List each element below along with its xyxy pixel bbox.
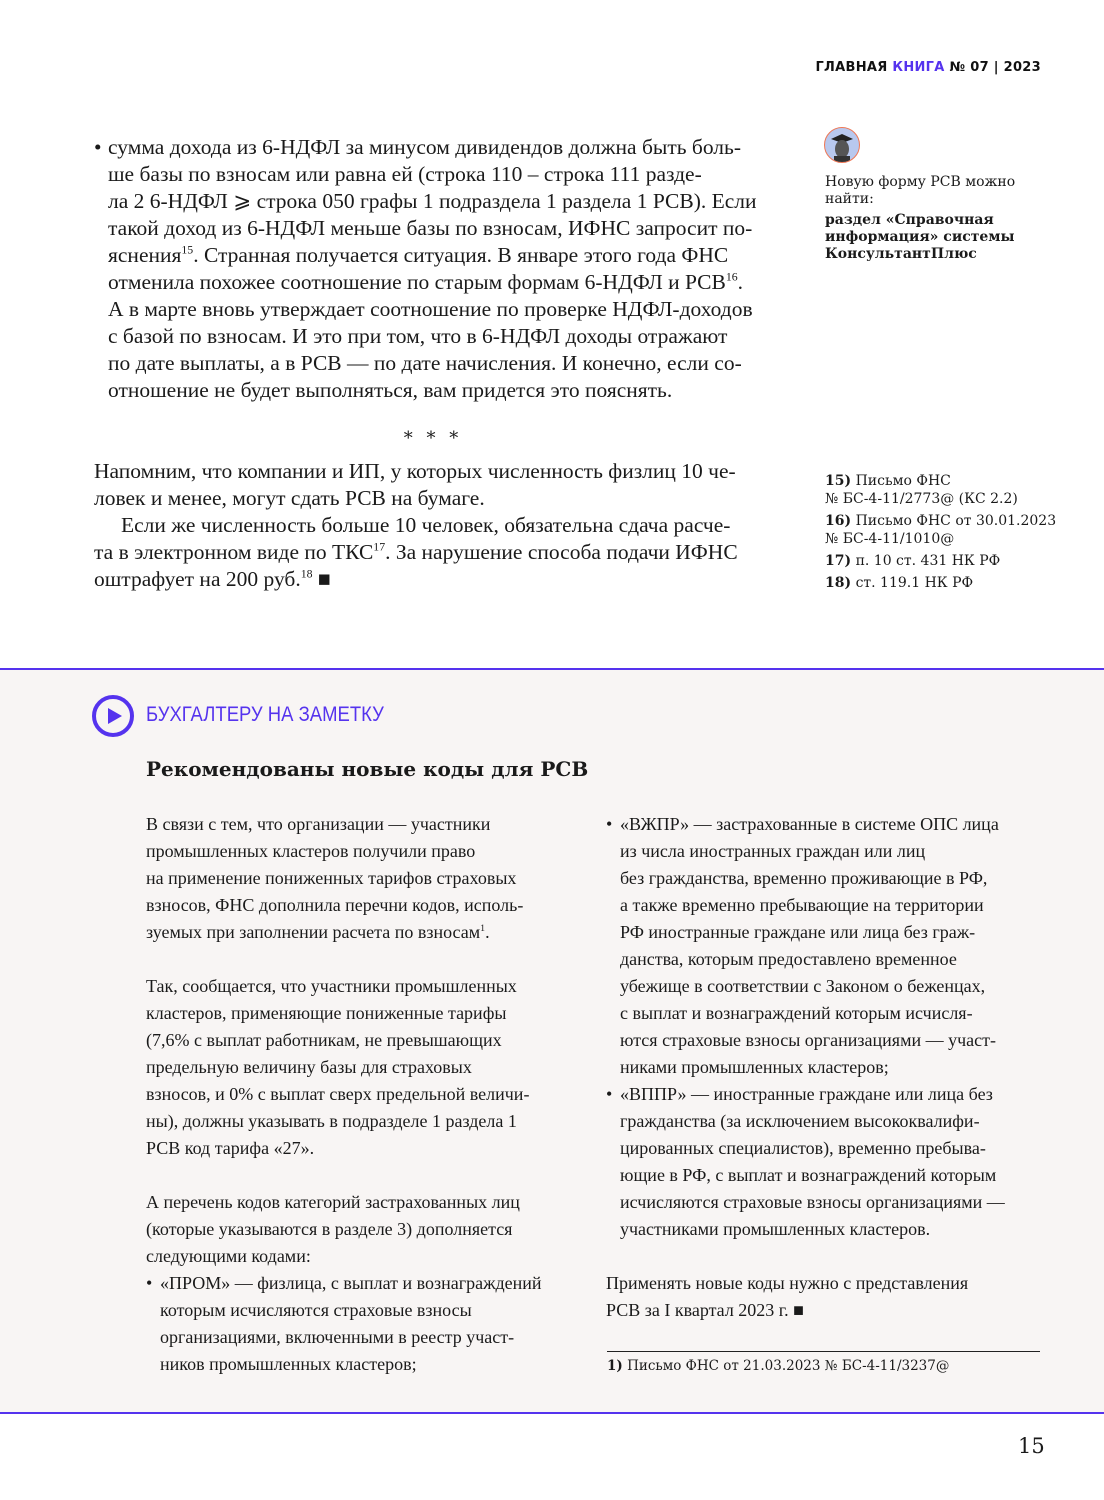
- text-line: [146, 946, 542, 973]
- footnote-item: [825, 512, 1056, 548]
- line-text: сумма дохода из 6-НДФЛ за минусом дивидендов должна быть боль-: [108, 135, 742, 159]
- line-text: из числа иностранных граждан или лиц: [620, 841, 926, 861]
- line-text: по дате выплаты, а в РСВ — по дате начисления. И конечно, если со-: [108, 351, 742, 375]
- line-text: ше базы по взносам или равна ей (строка 110 – строка 111 разде-: [108, 162, 702, 186]
- text-line: [606, 892, 1005, 919]
- line-text: ны), должны указывать в подразделе 1 раздела 1: [146, 1111, 517, 1131]
- line-text: .: [485, 922, 490, 942]
- footnote-item: [825, 552, 1056, 570]
- bullet-paragraph: [94, 134, 757, 404]
- text-line: [146, 811, 542, 838]
- running-header: [815, 60, 1041, 75]
- line-text: кластеров, применяющие пониженные тарифы: [146, 1003, 507, 1023]
- text-line: [606, 946, 1005, 973]
- text-line: [146, 1270, 542, 1297]
- side-note-text: Новую форму РСВ можно найти:: [825, 174, 1016, 207]
- line-text: РСВ за I квартал 2023 г. ■: [606, 1300, 805, 1320]
- footnote-text: ст. 119.1 НК РФ: [855, 575, 974, 591]
- text-line: [108, 350, 757, 377]
- text-line: [606, 838, 1005, 865]
- text-line: [146, 919, 542, 946]
- line-text: Применять новые коды нужно с представления: [606, 1273, 969, 1293]
- text-line: [146, 838, 542, 865]
- footnote-ref: 1: [480, 923, 486, 935]
- bullet-icon: •: [94, 135, 102, 159]
- line-text: Напомним, что компании и ИП, у которых численность физлиц 10 че-: [94, 459, 736, 483]
- line-text: А перечень кодов категорий застрахованных лиц: [146, 1192, 520, 1212]
- footnote-ref: 18: [300, 566, 313, 581]
- text-line: [606, 1216, 1005, 1243]
- text-line: [606, 1000, 1005, 1027]
- line-text: с выплат и вознаграждений которым исчисля-: [620, 1003, 973, 1023]
- brand-name-accent: КНИГА: [892, 60, 945, 75]
- text-line: [108, 215, 757, 242]
- footnote-number: 18): [825, 575, 852, 591]
- footnote-text: п. 10 ст. 431 НК РФ: [855, 553, 1001, 569]
- footnote-item: [825, 574, 1056, 592]
- expert-avatar-icon: [824, 127, 860, 163]
- line-text: ников промышленных кластеров;: [160, 1354, 417, 1374]
- tip-box-left-column: [146, 811, 542, 1378]
- text-line: [146, 1000, 542, 1027]
- tip-box-right-column: [606, 811, 1005, 1324]
- line-text: промышленных кластеров получили право: [146, 841, 476, 861]
- line-text: которым исчисляются страховые взносы: [160, 1300, 472, 1320]
- footnote-number: 16): [825, 513, 852, 529]
- text-line: [146, 1216, 542, 1243]
- footnote-text: Письмо ФНС: [855, 473, 951, 489]
- footnote-item: [825, 472, 1056, 508]
- text-line: [146, 1324, 542, 1351]
- text-line: [606, 1162, 1005, 1189]
- line-text: ■: [312, 567, 331, 591]
- text-line: [94, 485, 738, 512]
- bullet-icon: •: [146, 1273, 153, 1293]
- text-line: [606, 1297, 1005, 1324]
- line-text: ющие в РФ, с выплат и вознаграждений которым: [620, 1165, 997, 1185]
- side-note-source: раздел «Справочная информация» системы КонсультантПлюс: [825, 212, 1015, 262]
- text-line: [108, 242, 757, 269]
- text-line: [146, 1054, 542, 1081]
- text-line: [146, 1189, 542, 1216]
- line-text: .: [737, 270, 744, 294]
- line-text: (7,6% с выплат работникам, не превышающих: [146, 1030, 502, 1050]
- footnote-text: № БС-4-11/1010@: [825, 531, 955, 547]
- text-line: [108, 323, 757, 350]
- text-line: [606, 1027, 1005, 1054]
- body-paragraph: [94, 458, 738, 593]
- text-line: [606, 1054, 1005, 1081]
- text-line: [108, 269, 757, 296]
- line-text: убежище в соответствии с Законом о беженцах,: [620, 976, 986, 996]
- line-text: отношение не будет выполняться, вам придется это пояснять.: [108, 378, 673, 402]
- side-note: [825, 174, 1025, 263]
- footnote-ref: 15: [181, 242, 194, 257]
- line-text: гражданства (за исключением высококвалифи-: [620, 1111, 980, 1131]
- line-text: РСВ код тарифа «27».: [146, 1138, 315, 1158]
- line-text: (которые указываются в разделе 3) дополняется: [146, 1219, 513, 1239]
- line-text: никами промышленных кластеров;: [620, 1057, 889, 1077]
- text-line: [146, 1162, 542, 1189]
- line-text: на применение пониженных тарифов страховых: [146, 868, 517, 888]
- line-text: такой доход из 6-НДФЛ меньше базы по взносам, ИФНС запросит по-: [108, 216, 753, 240]
- brand-name: ГЛАВНАЯ: [815, 60, 888, 75]
- text-line: [146, 1081, 542, 1108]
- line-text: В связи с тем, что организации — участники: [146, 814, 491, 834]
- line-text: зуемых при заполнении расчета по взносам: [146, 922, 481, 942]
- line-text: ются страховые взносы организациями — участ-: [620, 1030, 996, 1050]
- text-line: [606, 1189, 1005, 1216]
- line-text: . Странная получается ситуация. В январе этого года ФНС: [193, 243, 729, 267]
- line-text: отменила похожее соотношение по старым формам 6-НДФЛ и РСВ: [108, 270, 726, 294]
- line-text: оштрафует на 200 руб.: [94, 567, 301, 591]
- line-text: «ПРОМ» — физлица, с выплат и вознаграждений: [160, 1273, 542, 1293]
- text-line: [94, 566, 738, 593]
- line-text: ловек и менее, могут сдать РСВ на бумаге.: [94, 486, 485, 510]
- footnotes: [825, 472, 1056, 596]
- footnote-text: Письмо ФНС от 30.01.2023: [855, 513, 1057, 529]
- line-text: взносов, и 0% с выплат сверх предельной величи-: [146, 1084, 530, 1104]
- text-line: [108, 188, 757, 215]
- footnote-number: 1): [607, 1358, 623, 1374]
- text-line: [146, 1243, 542, 1270]
- tip-box-footnote: [607, 1358, 949, 1374]
- line-text: участниками промышленных кластеров.: [620, 1219, 931, 1239]
- tip-box-label: БУХГАЛТЕРУ НА ЗАМЕТКУ: [146, 703, 384, 726]
- line-text: взносов, ФНС дополнила перечни кодов, исполь-: [146, 895, 524, 915]
- text-line: [94, 539, 738, 566]
- line-text: данства, которым предоставлено временное: [620, 949, 957, 969]
- line-text: следующими кодами:: [146, 1246, 311, 1266]
- text-line: [606, 1081, 1005, 1108]
- text-line: [146, 1297, 542, 1324]
- text-line: [146, 1135, 542, 1162]
- line-text: с базой по взносам. И это при том, что в 6-НДФЛ доходы отражают: [108, 324, 728, 348]
- bullet-icon: •: [606, 1084, 613, 1104]
- line-text: «ВЖПР» — застрахованные в системе ОПС лица: [620, 814, 999, 834]
- footnote-ref: 16: [725, 269, 738, 284]
- section-separator: * * *: [403, 428, 463, 449]
- text-line: [146, 973, 542, 1000]
- line-text: ла 2 6-НДФЛ ⩾ строка 050 графы 1 подраздела 1 раздела 1 РСВ). Если: [108, 189, 757, 213]
- line-text: та в электронном виде по ТКС: [94, 540, 374, 564]
- footnote-ref: 17: [373, 539, 386, 554]
- text-line: [94, 512, 738, 539]
- text-line: [606, 1135, 1005, 1162]
- text-line: [606, 1243, 1005, 1270]
- line-text: Если же численность больше 10 человек, обязательна сдача расче-: [121, 513, 731, 537]
- text-line: [94, 458, 738, 485]
- footnote-text: № БС-4-11/2773@ (КС 2.2): [825, 491, 1018, 507]
- line-text: предельную величину базы для страховых: [146, 1057, 472, 1077]
- text-line: [606, 1270, 1005, 1297]
- line-text: а также временно пребывающие на территории: [620, 895, 984, 915]
- text-line: [146, 892, 542, 919]
- text-line: [606, 865, 1005, 892]
- text-line: [606, 973, 1005, 1000]
- play-icon: [92, 695, 134, 737]
- line-text: РФ иностранные граждане или лица без граж-: [620, 922, 976, 942]
- text-line: [606, 1108, 1005, 1135]
- text-line: [146, 1351, 542, 1378]
- line-text: «ВППР» — иностранные граждане или лица без: [620, 1084, 993, 1104]
- line-text: без гражданства, временно проживающие в РФ,: [620, 868, 988, 888]
- footnote-divider: [607, 1351, 1040, 1352]
- text-line: [108, 377, 757, 404]
- text-line: [108, 161, 757, 188]
- text-line: [146, 1108, 542, 1135]
- line-text: цированных специалистов), временно пребыва-: [620, 1138, 986, 1158]
- footnote-number: 15): [825, 473, 852, 489]
- bullet-icon: •: [606, 814, 613, 834]
- footnote-number: 17): [825, 553, 852, 569]
- text-line: [108, 296, 757, 323]
- text-line: [606, 919, 1005, 946]
- line-text: исчисляются страховые взносы организациями —: [620, 1192, 1005, 1212]
- text-line: [146, 1027, 542, 1054]
- line-text: . За нарушение способа подачи ИФНС: [385, 540, 738, 564]
- footnote-text: Письмо ФНС от 21.03.2023 № БС-4-11/3237@: [627, 1358, 950, 1374]
- line-text: организациями, включенными в реестр участ-: [160, 1327, 515, 1347]
- tip-box-title: Рекомендованы новые коды для РСВ: [146, 757, 589, 781]
- page-number: 15: [1018, 1434, 1045, 1458]
- line-text: яснения: [108, 243, 182, 267]
- text-line: [606, 811, 1005, 838]
- text-line: [94, 134, 757, 161]
- text-line: [146, 865, 542, 892]
- line-text: А в марте вновь утверждает соотношение по проверке НДФЛ-доходов: [108, 297, 753, 321]
- issue-number: № 07 | 2023: [949, 60, 1041, 75]
- line-text: Так, сообщается, что участники промышленных: [146, 976, 517, 996]
